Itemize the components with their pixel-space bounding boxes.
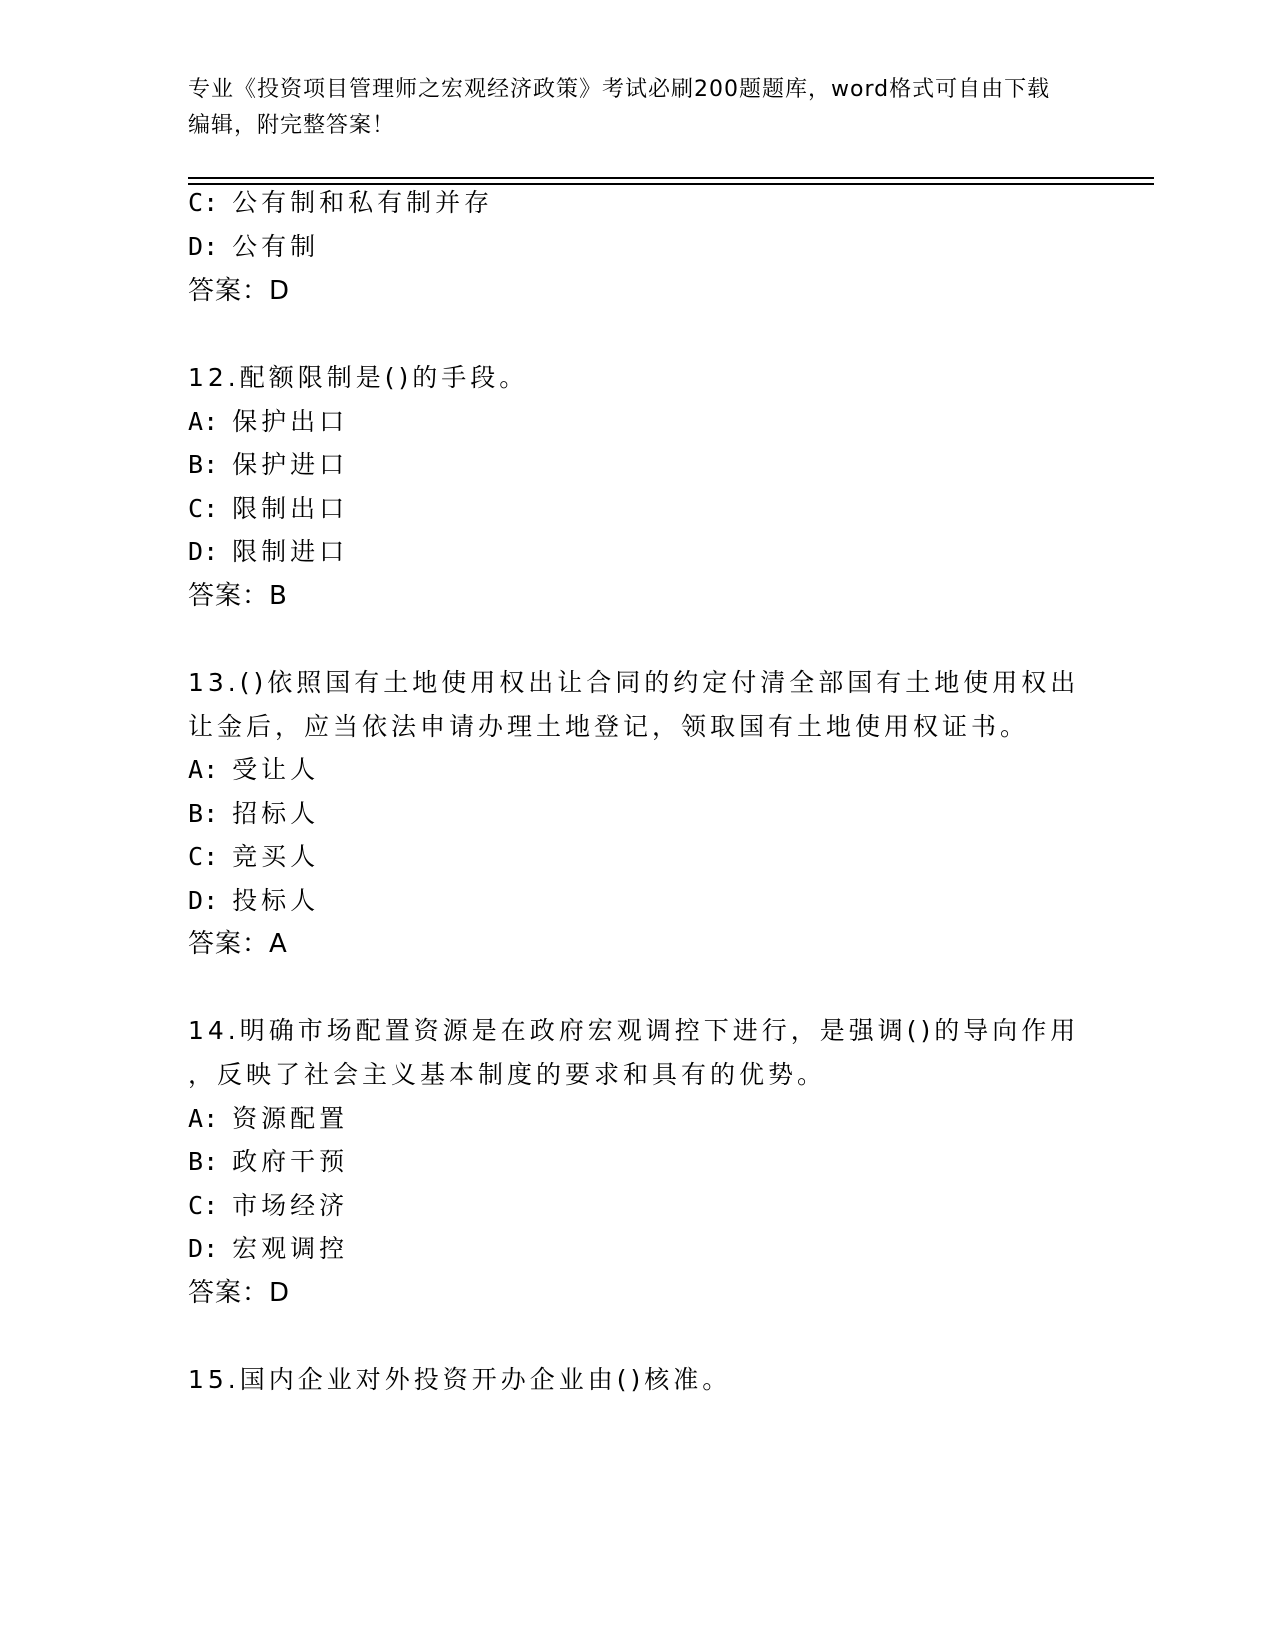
question-stem	[188, 363, 528, 393]
option-letter: A	[188, 1104, 204, 1133]
option-text: 受让人	[232, 755, 320, 784]
option-letter: C	[188, 494, 204, 523]
option-letter: A	[188, 407, 204, 436]
question-number: 12.	[188, 363, 240, 392]
question-text: 国内企业对外投资开办企业由()核准。	[239, 1365, 732, 1394]
option-text: 资源配置	[232, 1104, 349, 1133]
answer-line	[188, 276, 290, 306]
option-line: D: 公有制	[188, 232, 320, 261]
option-line: C: 竞买人	[188, 842, 320, 871]
question-number: 13.	[188, 668, 240, 697]
question-text: 明确市场配置资源是在政府宏观调控下进行，是强调()的导向作用	[239, 1016, 1080, 1045]
option-text: 保护出口	[232, 407, 349, 436]
option-letter: D	[188, 232, 204, 261]
option-line: D: 投标人	[188, 886, 320, 915]
question-number: 14.	[188, 1016, 240, 1045]
question-stem-continuation	[188, 712, 1029, 742]
answer-value: D	[269, 1278, 291, 1308]
question-stem	[188, 668, 1079, 698]
option-text: 市场经济	[232, 1191, 349, 1220]
option-line: C: 限制出口	[188, 494, 349, 523]
option-line: C: 公有制和私有制并存	[188, 188, 494, 217]
option-line: C: 市场经济	[188, 1191, 349, 1220]
option-line: B: 招标人	[188, 799, 320, 828]
option-text: 招标人	[232, 799, 320, 828]
option-text: 投标人	[232, 886, 320, 915]
option-letter: D	[188, 1234, 204, 1263]
option-letter: C	[188, 188, 204, 217]
option-text: 竞买人	[232, 842, 320, 871]
document-header	[188, 72, 1068, 144]
question-stem	[188, 1365, 731, 1395]
question-text: ()依照国有土地使用权出让合同的约定付清全部国有土地使用权出	[239, 668, 1080, 697]
answer-line	[188, 1278, 290, 1308]
option-letter: A	[188, 755, 204, 784]
header-divider-top	[188, 177, 1154, 179]
header-divider-bottom	[188, 183, 1154, 185]
option-text: 限制出口	[232, 494, 349, 523]
answer-value: D	[269, 276, 291, 306]
question-text: 配额限制是()的手段。	[239, 363, 529, 392]
option-letter: B	[188, 799, 204, 828]
question-stem-continuation	[188, 1060, 826, 1090]
option-letter: C	[188, 1191, 204, 1220]
option-text: 宏观调控	[232, 1234, 349, 1263]
question-stem	[188, 1016, 1079, 1046]
answer-label: 答案：	[188, 276, 270, 306]
option-letter: C	[188, 842, 204, 871]
option-line: D: 限制进口	[188, 537, 349, 566]
answer-label: 答案：	[188, 1278, 270, 1308]
option-text: 限制进口	[232, 537, 349, 566]
question-text: 让金后，应当依法申请办理土地登记，领取国有土地使用权证书。	[188, 712, 1030, 741]
answer-value: A	[269, 929, 288, 959]
option-letter: B	[188, 1147, 204, 1176]
answer-line	[188, 581, 288, 611]
option-line: A: 受让人	[188, 755, 320, 784]
option-text: 政府干预	[232, 1147, 349, 1176]
option-letter: D	[188, 537, 204, 566]
answer-label: 答案：	[188, 581, 270, 611]
option-text: 保护进口	[232, 450, 349, 479]
option-line: B: 保护进口	[188, 450, 349, 479]
option-letter: B	[188, 450, 204, 479]
answer-line	[188, 929, 288, 959]
option-text: 公有制	[232, 232, 320, 261]
question-number: 15.	[188, 1365, 240, 1394]
option-line: A: 保护出口	[188, 407, 349, 436]
answer-label: 答案：	[188, 929, 270, 959]
answer-value: B	[269, 581, 288, 611]
header-text: 专业《投资项目管理师之宏观经济政策》考试必刷200题题库，word格式可自由下载编辑，附完整答案！	[188, 77, 1051, 138]
option-letter: D	[188, 886, 204, 915]
option-text: 公有制和私有制并存	[232, 188, 494, 217]
question-text: ，反映了社会主义基本制度的要求和具有的优势。	[188, 1060, 827, 1089]
option-line: B: 政府干预	[188, 1147, 349, 1176]
option-line: D: 宏观调控	[188, 1234, 349, 1263]
option-line: A: 资源配置	[188, 1104, 349, 1133]
